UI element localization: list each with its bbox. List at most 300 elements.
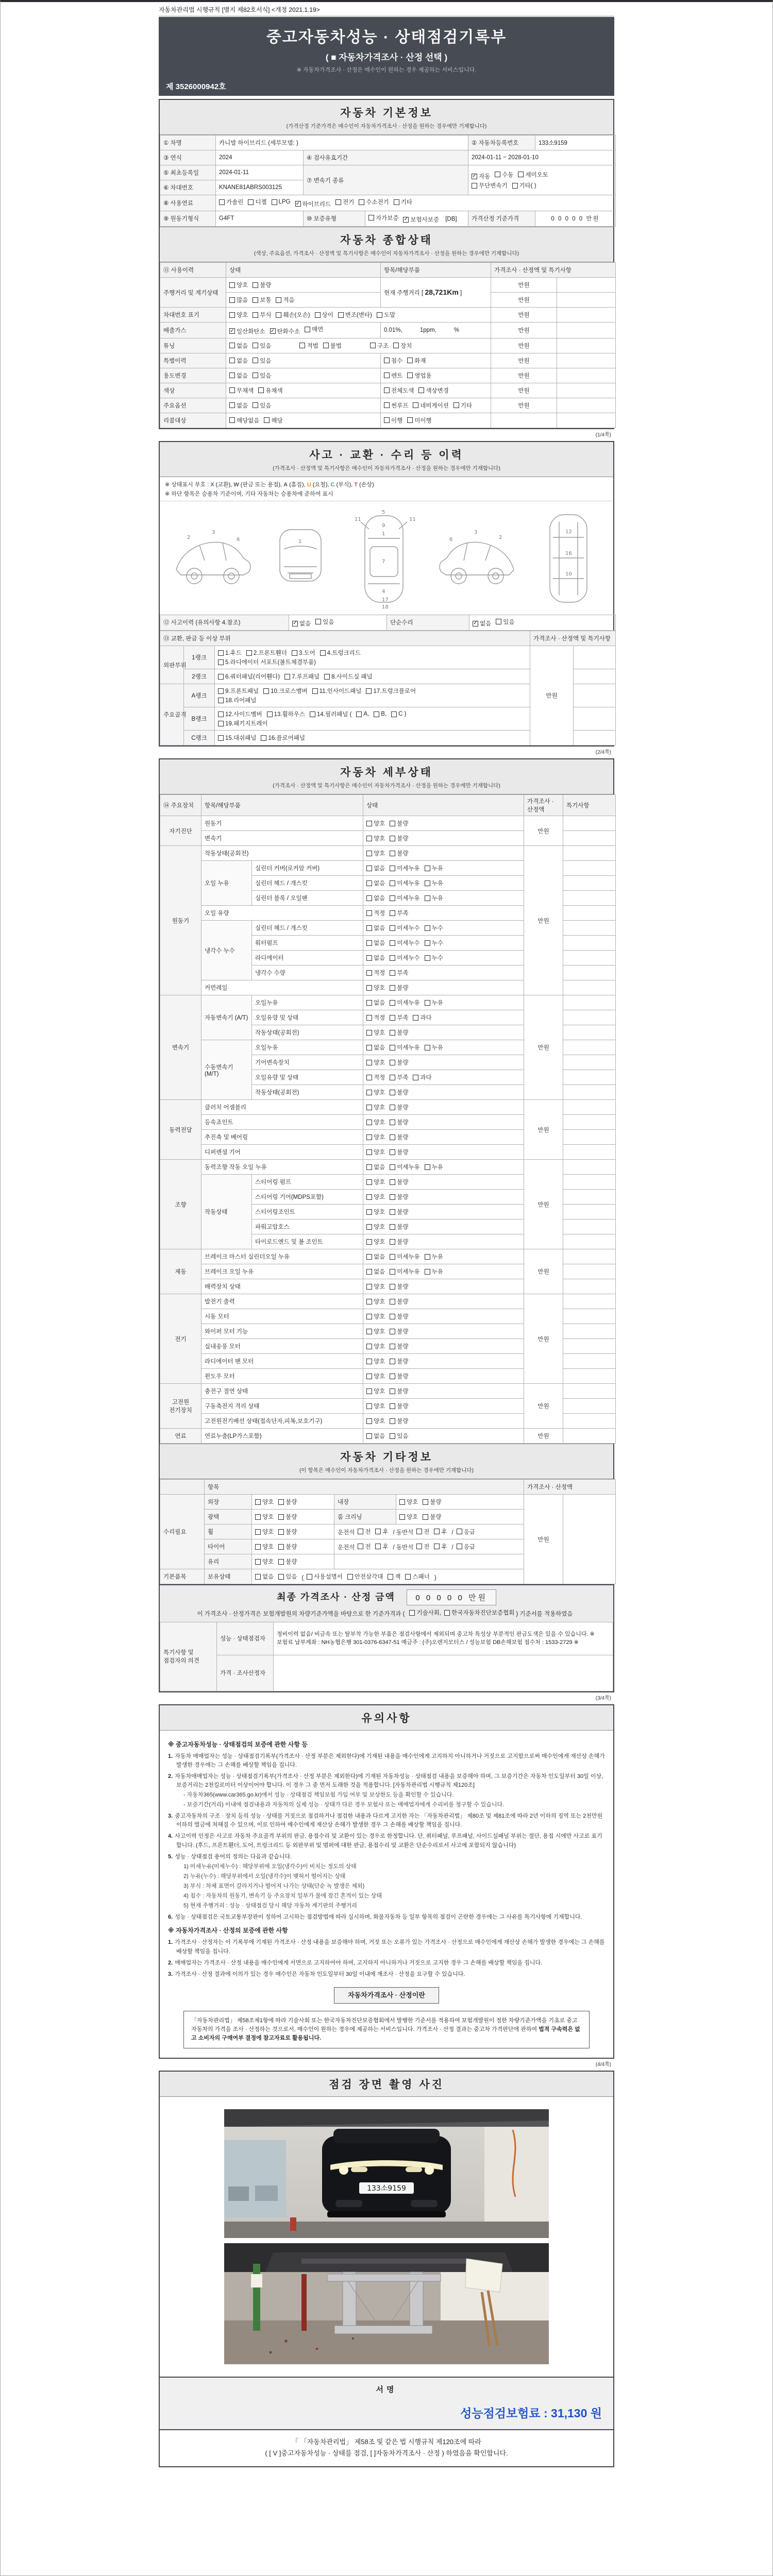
checkbox-option[interactable]: 자가보증 [368, 214, 398, 222]
checkbox-option[interactable]: 스패너 [405, 1572, 429, 1581]
checkbox-option[interactable]: 불량 [390, 1357, 408, 1365]
checkbox-option[interactable]: 누유 [425, 1267, 443, 1276]
checkbox-icon[interactable] [496, 619, 501, 624]
checkbox-option[interactable]: 9.프론트패널 [218, 687, 259, 695]
checkbox-icon[interactable] [366, 866, 372, 871]
checkbox-option[interactable]: 과다 [413, 1073, 431, 1081]
checkbox-icon[interactable] [518, 172, 524, 177]
checkbox-icon[interactable] [384, 358, 390, 363]
checkbox-icon[interactable] [366, 1209, 372, 1215]
checkbox-option[interactable]: 안전삼각대 [347, 1572, 383, 1581]
polish-options[interactable] [252, 1510, 334, 1524]
checkbox-option[interactable]: 양호 [366, 1223, 385, 1231]
checkbox-option[interactable]: ✓ 없음 [293, 620, 311, 627]
checkbox-option[interactable]: 후 [434, 1543, 447, 1551]
checkbox-icon[interactable] [366, 1179, 372, 1185]
checkbox-icon[interactable] [425, 895, 430, 901]
checkbox-icon[interactable] [416, 1544, 422, 1549]
checkbox-option[interactable]: ✓ 일산화탄소 [230, 328, 265, 335]
checkbox-option[interactable]: 불량 [390, 1208, 408, 1216]
checkbox-icon[interactable] [425, 1254, 430, 1260]
checkbox-option[interactable]: 양호 [366, 1327, 385, 1335]
checkbox-option[interactable]: 부식 [253, 311, 271, 319]
checkbox-option[interactable]: 불량 [390, 1178, 408, 1186]
checkbox-icon[interactable] [390, 1209, 395, 1215]
checkbox-icon[interactable] [407, 358, 413, 363]
checkbox-icon[interactable] [390, 1030, 395, 1036]
checkbox-option[interactable]: 전 [358, 1528, 371, 1536]
checkbox-icon[interactable] [423, 1499, 428, 1505]
checkbox-option[interactable]: 18.리어패널 [218, 696, 256, 704]
checkbox-option[interactable]: 15.대쉬패널 [218, 734, 256, 742]
checkbox-option[interactable]: 기타 [394, 198, 412, 206]
checkbox-option[interactable]: 없음 [366, 879, 385, 887]
checkbox-icon[interactable] [347, 1574, 353, 1580]
checkbox-icon[interactable] [366, 1120, 372, 1125]
checkbox-option[interactable]: 이행 [384, 416, 402, 425]
checkbox-icon[interactable] [366, 985, 372, 991]
checkbox-option[interactable]: 후 [434, 1528, 447, 1536]
checkbox-icon[interactable] [390, 970, 395, 976]
checkbox-option[interactable]: B, [374, 711, 386, 717]
checkbox-icon[interactable] [335, 199, 341, 205]
checkbox-option[interactable]: 양호 [255, 1498, 274, 1506]
checkbox-option[interactable]: 불량 [390, 1133, 408, 1141]
checkbox-option[interactable]: 누유 [425, 1043, 443, 1052]
checkbox-option[interactable]: 양호 [229, 281, 248, 289]
checkbox-icon[interactable] [425, 880, 430, 886]
checkbox-option[interactable]: 불량 [390, 1372, 408, 1380]
checkbox-option[interactable]: 과다 [413, 1013, 431, 1022]
checkbox-icon[interactable] [229, 417, 235, 423]
checkbox-icon[interactable] [425, 940, 430, 946]
checkbox-option[interactable]: 없음 [229, 371, 248, 380]
checkbox-icon[interactable] [229, 372, 235, 378]
checkbox-icon[interactable] [425, 1000, 430, 1006]
transmission-options-line2[interactable] [472, 181, 612, 190]
checkbox-icon[interactable] [218, 650, 224, 656]
checkbox-option[interactable]: 불량 [390, 834, 408, 842]
checkbox-icon[interactable] [366, 1388, 372, 1394]
checkbox-option[interactable]: 미세누유 [390, 1252, 419, 1261]
checkbox-icon[interactable] [218, 711, 224, 717]
checkbox-icon[interactable] [366, 1254, 372, 1260]
transmission-options-line1[interactable] [472, 170, 612, 181]
checkbox-icon[interactable] [359, 199, 364, 205]
checkbox-option[interactable]: 양호 [366, 1133, 385, 1141]
checkbox-option[interactable]: 없음 [366, 1432, 385, 1440]
checkbox-icon[interactable] [390, 821, 395, 826]
checkbox-icon[interactable] [320, 650, 326, 656]
checkbox-icon[interactable] [375, 1529, 381, 1534]
checkbox-option[interactable]: 영업용 [407, 371, 431, 380]
checkbox-option[interactable]: 없음 [255, 1572, 274, 1581]
checkbox-option[interactable]: 후 [375, 1543, 388, 1551]
checkbox-option[interactable]: 없음 [366, 998, 385, 1007]
checkbox-icon[interactable] [310, 711, 315, 717]
checkbox-option[interactable]: 구조 [370, 342, 389, 350]
checkbox-option[interactable]: 불량 [390, 1387, 408, 1395]
checkbox-icon[interactable] [384, 402, 390, 408]
checkbox-icon[interactable] [390, 836, 395, 841]
checkbox-icon[interactable] [366, 1164, 372, 1170]
checkbox-option[interactable]: 해당 [264, 416, 282, 425]
checkbox-icon[interactable] [278, 1499, 284, 1505]
checkbox-option[interactable]: 누유 [425, 1163, 443, 1171]
checkbox-icon[interactable] [390, 910, 395, 916]
checkbox-icon[interactable] [218, 735, 224, 741]
checkbox-option[interactable]: 있음 [390, 1432, 408, 1440]
checkbox-icon[interactable] [261, 735, 266, 741]
checkbox-icon[interactable] [248, 199, 254, 205]
checkbox-icon[interactable] [384, 387, 390, 393]
checkbox-icon[interactable] [366, 836, 372, 841]
checkbox-icon[interactable] [384, 417, 390, 423]
checkbox-icon[interactable] [423, 1514, 428, 1520]
checkbox-option[interactable]: 양호 [255, 1557, 274, 1566]
checkbox-option[interactable]: 매연 [305, 325, 323, 333]
checkbox-option[interactable]: 불량 [278, 1513, 297, 1521]
checkbox-option[interactable]: 양호 [366, 1118, 385, 1126]
checkbox-option[interactable]: ✓ 하이브리드 [295, 200, 331, 208]
checkbox-option[interactable]: 있음 [253, 357, 271, 365]
checkbox-icon[interactable] [434, 1544, 440, 1549]
checkbox-icon[interactable] [253, 297, 258, 303]
checkbox-icon[interactable] [255, 1574, 261, 1580]
checkbox-icon[interactable] [390, 1060, 395, 1065]
checkbox-icon[interactable] [375, 1544, 381, 1549]
checkbox-option[interactable]: 없음 [366, 939, 385, 947]
checkbox-icon[interactable] [390, 1329, 395, 1334]
fuel-options[interactable] [216, 195, 616, 211]
checkbox-option[interactable]: 없음 [366, 924, 385, 932]
checkbox-option[interactable]: LPG [272, 199, 291, 205]
checkbox-icon[interactable] [413, 1015, 418, 1021]
checkbox-option[interactable]: 미이행 [407, 416, 431, 425]
checkbox-option[interactable]: 색상변경 [418, 386, 448, 395]
checkbox-option[interactable]: 장치 [393, 342, 412, 350]
checkbox-option[interactable]: 양호 [366, 834, 385, 842]
checkbox-icon[interactable] [425, 955, 430, 961]
checkbox-option[interactable]: 양호 [366, 1372, 385, 1380]
checkbox-option[interactable]: 유채색 [258, 386, 282, 395]
checkbox-option[interactable]: 적정 [366, 969, 385, 977]
checkbox-option[interactable]: 불량 [278, 1557, 297, 1566]
checkbox-option[interactable]: 무채색 [229, 386, 254, 395]
checkbox-option[interactable]: ✓ 보험사보증 [404, 216, 439, 223]
tire-options[interactable] [252, 1539, 334, 1554]
checkbox-icon[interactable] [366, 895, 372, 901]
checkbox-option[interactable]: 10.크로스멤버 [263, 687, 308, 695]
checkbox-icon[interactable] [366, 1299, 372, 1304]
room-cleaning-options[interactable] [396, 1510, 524, 1524]
checkbox-option[interactable]: ✓ 없음 [473, 620, 492, 627]
checkbox-icon[interactable] [366, 1045, 372, 1050]
checkbox-icon[interactable] [390, 1164, 395, 1170]
checkbox-icon[interactable] [253, 282, 258, 288]
checkbox-icon[interactable] [370, 343, 376, 348]
checkbox-icon[interactable] [453, 402, 459, 408]
checkbox-option[interactable]: 변조(변타) [338, 311, 372, 319]
checkbox-icon[interactable] [425, 925, 430, 931]
checkbox-option[interactable]: 12.사이드멤버 [218, 710, 262, 718]
checkbox-icon[interactable] [272, 199, 277, 205]
checked-checkbox-icon[interactable]: ✓ [293, 620, 297, 626]
checkbox-icon[interactable] [315, 619, 321, 624]
checkbox-icon[interactable] [374, 711, 379, 717]
checkbox-icon[interactable] [390, 1254, 395, 1260]
checkbox-icon[interactable] [434, 1529, 440, 1534]
checkbox-option[interactable]: 적정 [366, 1073, 385, 1081]
checkbox-icon[interactable] [278, 1544, 284, 1550]
checkbox-icon[interactable] [366, 1344, 372, 1349]
checkbox-icon[interactable] [218, 688, 224, 694]
checkbox-icon[interactable] [305, 327, 310, 332]
checkbox-icon[interactable] [246, 650, 252, 656]
checkbox-option[interactable]: 양호 [366, 1297, 385, 1306]
checkbox-icon[interactable] [229, 402, 235, 408]
checkbox-icon[interactable] [366, 1105, 372, 1110]
checkbox-icon[interactable] [390, 895, 395, 901]
checkbox-icon[interactable] [390, 1239, 395, 1245]
checkbox-icon[interactable] [366, 688, 372, 694]
checkbox-icon[interactable] [307, 1574, 312, 1580]
checkbox-option[interactable]: 불량 [390, 819, 408, 827]
checkbox-icon[interactable] [358, 1544, 363, 1549]
checkbox-icon[interactable] [409, 1610, 415, 1616]
checkbox-option[interactable]: 불량 [390, 1342, 408, 1350]
checkbox-option[interactable]: 양호 [366, 1058, 385, 1066]
checkbox-option[interactable]: 3.도어 [292, 649, 315, 657]
checkbox-option[interactable]: 훼손(오손) [276, 311, 310, 319]
checkbox-option[interactable]: 양호 [366, 1088, 385, 1096]
checkbox-option[interactable]: 적정 [366, 1013, 385, 1022]
checkbox-icon[interactable] [219, 199, 225, 205]
checkbox-icon[interactable] [399, 1514, 405, 1520]
checkbox-icon[interactable] [425, 1045, 430, 1050]
checkbox-icon[interactable] [390, 866, 395, 871]
checkbox-icon[interactable] [425, 1269, 430, 1275]
checkbox-icon[interactable] [390, 1105, 395, 1110]
checkbox-option[interactable]: 14.필러패널 ( [310, 710, 351, 718]
checkbox-icon[interactable] [366, 1269, 372, 1275]
checkbox-icon[interactable] [218, 721, 224, 726]
checkbox-option[interactable]: 불량 [390, 1028, 408, 1037]
checkbox-icon[interactable] [390, 1045, 395, 1050]
checkbox-option[interactable]: 양호 [366, 1028, 385, 1037]
checkbox-icon[interactable] [390, 1075, 395, 1080]
checkbox-option[interactable]: 불량 [390, 1417, 408, 1425]
checkbox-option[interactable]: 누유 [425, 894, 443, 902]
accident-history-options[interactable] [289, 615, 387, 631]
checkbox-option[interactable]: 디젤 [248, 198, 266, 206]
checkbox-icon[interactable] [390, 851, 395, 856]
checkbox-icon[interactable] [366, 1030, 372, 1036]
checkbox-icon[interactable] [366, 1075, 372, 1080]
checkbox-icon[interactable] [229, 312, 235, 318]
checkbox-icon[interactable] [253, 358, 258, 363]
checkbox-option[interactable]: 불량 [390, 1148, 408, 1156]
checkbox-option[interactable]: 썬루프 [384, 401, 408, 410]
checkbox-option[interactable]: 미세누유 [390, 1163, 419, 1171]
checkbox-icon[interactable] [393, 343, 399, 348]
checkbox-icon[interactable] [366, 1374, 372, 1379]
exterior-options[interactable] [252, 1495, 334, 1510]
checkbox-option[interactable]: 불량 [390, 1058, 408, 1066]
checkbox-icon[interactable] [366, 821, 372, 826]
checkbox-option[interactable]: 불량 [423, 1498, 441, 1506]
checkbox-option[interactable]: 많음 [229, 296, 248, 304]
checkbox-option[interactable]: 11.인사이드패널 [312, 687, 362, 695]
checkbox-option[interactable]: 없음 [366, 1252, 385, 1261]
checkbox-icon[interactable] [416, 1529, 422, 1534]
checkbox-option[interactable]: 불량 [278, 1498, 297, 1506]
checkbox-option[interactable]: 없음 [229, 357, 248, 365]
checkbox-option[interactable]: 불법 [323, 342, 342, 350]
checkbox-icon[interactable] [366, 1194, 372, 1200]
checkbox-option[interactable]: 적법 [299, 342, 318, 350]
checkbox-icon[interactable] [390, 1269, 395, 1275]
checkbox-option[interactable]: 기타( ) [512, 181, 536, 190]
checkbox-icon[interactable] [390, 1374, 395, 1379]
checkbox-icon[interactable] [390, 1194, 395, 1200]
checkbox-option[interactable]: 잭 [388, 1572, 400, 1581]
checkbox-icon[interactable] [407, 417, 413, 423]
checkbox-option[interactable]: 전체도색 [384, 386, 414, 395]
checkbox-option[interactable]: ✓ 탄화수소 [270, 328, 300, 335]
checkbox-option[interactable]: 4.트렁크리드 [320, 649, 361, 657]
checkbox-icon[interactable] [390, 955, 395, 961]
checkbox-option[interactable]: 없음 [366, 954, 385, 962]
glass-options[interactable] [252, 1554, 334, 1569]
checkbox-icon[interactable] [323, 343, 329, 348]
checkbox-icon[interactable] [267, 711, 273, 717]
checkbox-icon[interactable] [366, 1149, 372, 1155]
checkbox-icon[interactable] [390, 1388, 395, 1394]
checkbox-option[interactable]: 불량 [390, 1297, 408, 1306]
checkbox-icon[interactable] [407, 372, 413, 378]
checkbox-icon[interactable] [512, 183, 518, 189]
checkbox-option[interactable]: 네비게이션 [413, 401, 449, 410]
checkbox-icon[interactable] [276, 297, 281, 303]
checkbox-option[interactable]: 응급 [457, 1543, 475, 1551]
checkbox-option[interactable]: 양호 [366, 1387, 385, 1395]
checkbox-icon[interactable] [366, 1239, 372, 1245]
checked-checkbox-icon[interactable]: ✓ [473, 620, 478, 626]
checkbox-icon[interactable] [390, 1120, 395, 1125]
checkbox-icon[interactable] [366, 1284, 372, 1290]
checkbox-option[interactable]: 13.휠하우스 [267, 710, 305, 718]
checkbox-icon[interactable] [255, 1544, 261, 1550]
checkbox-icon[interactable] [278, 1514, 284, 1520]
checkbox-option[interactable]: 7.루프패널 [284, 672, 320, 681]
checkbox-option[interactable]: 누수 [425, 924, 443, 932]
checkbox-option[interactable]: 한국자동차진단보증협회 [444, 1608, 514, 1617]
checkbox-option[interactable]: 무단변속기 [472, 181, 508, 190]
checkbox-option[interactable]: 양호 [366, 1357, 385, 1365]
checkbox-icon[interactable] [366, 880, 372, 886]
checkbox-option[interactable]: 불량 [390, 1223, 408, 1231]
checkbox-option[interactable]: 불량 [390, 1238, 408, 1246]
checked-checkbox-icon[interactable]: ✓ [230, 328, 234, 334]
checkbox-option[interactable]: 1.후드 [218, 649, 242, 657]
checkbox-option[interactable]: 양호 [366, 1178, 385, 1186]
checkbox-icon[interactable] [312, 688, 318, 694]
checkbox-option[interactable]: 양호 [366, 1417, 385, 1425]
checkbox-option[interactable]: 있음 [253, 342, 271, 350]
checkbox-icon[interactable] [255, 1499, 261, 1505]
checkbox-icon[interactable] [366, 1329, 372, 1334]
checkbox-option[interactable]: 전 [416, 1543, 429, 1551]
checkbox-option[interactable]: 있음 [278, 1572, 297, 1581]
checkbox-option[interactable]: 전 [358, 1543, 371, 1551]
checkbox-icon[interactable] [472, 183, 477, 189]
checkbox-option[interactable]: 해당없음 [229, 416, 259, 425]
checkbox-option[interactable]: 19.패키지트레이 [218, 719, 268, 727]
checkbox-option[interactable]: 없음 [366, 1043, 385, 1052]
checkbox-option[interactable]: 불량 [390, 1402, 408, 1410]
simple-repair-options[interactable] [469, 615, 616, 631]
checkbox-icon[interactable] [229, 358, 235, 363]
checkbox-option[interactable]: 있음 [315, 618, 334, 626]
checkbox-icon[interactable] [390, 1314, 395, 1319]
checkbox-icon[interactable] [229, 343, 235, 348]
checkbox-icon[interactable] [405, 1574, 411, 1580]
checkbox-icon[interactable] [366, 1403, 372, 1409]
tire-position-options[interactable] [334, 1539, 524, 1554]
checkbox-option[interactable]: 부족 [390, 1073, 408, 1081]
checkbox-icon[interactable] [390, 1179, 395, 1185]
checkbox-icon[interactable] [457, 1529, 462, 1534]
checkbox-option[interactable]: A, [356, 711, 369, 717]
checkbox-option[interactable]: 불량 [390, 1103, 408, 1111]
checkbox-icon[interactable] [390, 1015, 395, 1021]
checked-checkbox-icon[interactable]: ✓ [270, 328, 275, 334]
checkbox-icon[interactable] [278, 1529, 284, 1535]
checkbox-icon[interactable] [390, 940, 395, 946]
checkbox-icon[interactable] [356, 711, 362, 717]
checkbox-option[interactable]: 있음 [253, 371, 271, 380]
checkbox-icon[interactable] [255, 1559, 261, 1565]
checkbox-option[interactable]: 있음 [496, 618, 514, 626]
checked-checkbox-icon[interactable]: ✓ [295, 200, 300, 207]
checkbox-icon[interactable] [366, 925, 372, 931]
checkbox-option[interactable]: 누유 [425, 1252, 443, 1261]
checkbox-icon[interactable] [366, 1433, 372, 1439]
checkbox-option[interactable]: 세미오토 [518, 171, 548, 179]
checkbox-icon[interactable] [229, 282, 235, 288]
checkbox-option[interactable]: 양호 [229, 311, 248, 319]
checkbox-option[interactable]: 양호 [366, 1148, 385, 1156]
checkbox-option[interactable]: 적정 [366, 909, 385, 917]
checkbox-option[interactable]: 없음 [366, 1163, 385, 1171]
checkbox-icon[interactable] [390, 1359, 395, 1364]
checkbox-icon[interactable] [278, 1559, 284, 1565]
checkbox-icon[interactable] [390, 1134, 395, 1140]
checkbox-icon[interactable] [366, 970, 372, 976]
checked-checkbox-icon[interactable]: ✓ [472, 173, 477, 179]
checkbox-icon[interactable] [384, 372, 390, 378]
checkbox-option[interactable]: 불량 [390, 1327, 408, 1335]
checkbox-option[interactable]: 불량 [423, 1513, 441, 1521]
checkbox-option[interactable]: 불량 [278, 1528, 297, 1536]
checkbox-icon[interactable] [253, 312, 258, 318]
checkbox-option[interactable]: 양호 [366, 1238, 385, 1246]
checkbox-icon[interactable] [229, 297, 235, 303]
checkbox-option[interactable]: 누수 [425, 954, 443, 962]
checkbox-option[interactable]: 미세누유 [390, 1267, 419, 1276]
checkbox-option[interactable]: 불량 [390, 849, 408, 857]
